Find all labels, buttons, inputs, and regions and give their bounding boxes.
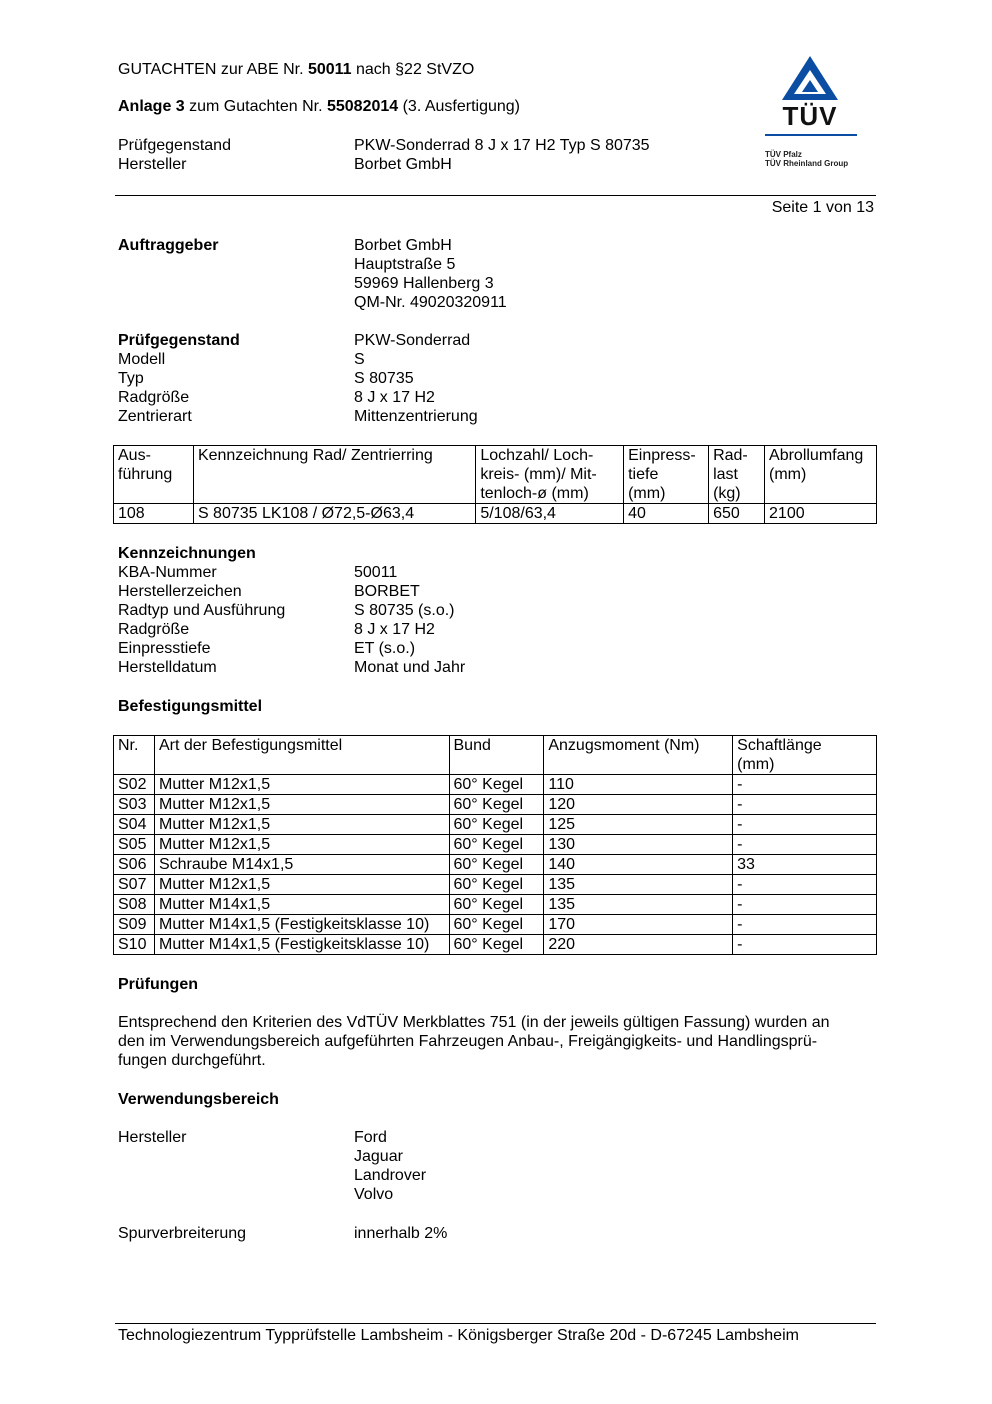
table-cell: S10 xyxy=(114,935,155,955)
table-cell: Mutter M12x1,5 xyxy=(154,875,449,895)
verwendungsbereich-title: Verwendungsbereich xyxy=(118,1091,279,1108)
befestigung-table-header xyxy=(114,736,877,775)
einpresstiefe-label: Einpresstiefe xyxy=(118,640,211,657)
table-cell: 650 xyxy=(709,504,765,524)
table-cell: S09 xyxy=(114,915,155,935)
table-cell: Mutter M12x1,5 xyxy=(154,835,449,855)
pruefungen-text xyxy=(118,1013,868,1070)
herstelldatum-label: Herstelldatum xyxy=(118,659,217,676)
paragraph-line: Entsprechend den Kriterien des VdTÜV Merkblattes 751 (in der jeweils gültigen Fassung) wurden an xyxy=(118,1014,830,1031)
radgroesse-label: Radgröße xyxy=(118,389,190,406)
table-cell: S07 xyxy=(114,875,155,895)
table-row xyxy=(114,815,877,835)
table-row xyxy=(114,935,877,955)
radtyp-value: S 80735 (s.o.) xyxy=(354,602,455,619)
header-line-1-prefix: GUTACHTEN zur ABE Nr. xyxy=(118,61,308,78)
hersteller-list xyxy=(354,1128,426,1204)
list-item: Landrover xyxy=(354,1167,427,1184)
befestigung-title: Befestigungsmittel xyxy=(118,698,263,715)
typ-value: S 80735 xyxy=(354,370,414,387)
table-cell: 5/108/63,4 xyxy=(476,504,624,524)
radgroesse-kz-label: Radgröße xyxy=(118,621,190,638)
auftraggeber-label: Auftraggeber xyxy=(118,237,219,254)
column-header: Bund xyxy=(449,736,544,775)
table-cell: Mutter M14x1,5 xyxy=(154,895,449,915)
column-header: Abrollumfang (mm) xyxy=(765,446,877,504)
table-cell: Mutter M12x1,5 xyxy=(154,775,449,795)
header-line-2 xyxy=(118,97,520,116)
tuev-logo xyxy=(760,54,860,174)
table-cell: 60° Kegel xyxy=(449,935,544,955)
table-cell: 60° Kegel xyxy=(449,815,544,835)
typ-row xyxy=(118,369,878,388)
pruefgegenstand-value: PKW-Sonderrad xyxy=(354,332,471,349)
tuev-triangle-icon xyxy=(760,54,860,106)
table-cell: S02 xyxy=(114,775,155,795)
table-cell: 120 xyxy=(544,795,733,815)
table-cell: 2100 xyxy=(765,504,877,524)
list-item: Volvo xyxy=(354,1186,394,1203)
header-hersteller-value: Borbet GmbH xyxy=(354,156,452,173)
list-item: Ford xyxy=(354,1129,387,1146)
table-cell: 110 xyxy=(544,775,733,795)
address-line: Borbet GmbH xyxy=(354,237,452,254)
modell-value: S xyxy=(354,351,365,368)
zentrierart-label: Zentrierart xyxy=(118,408,192,425)
logo-divider xyxy=(765,134,857,136)
table-cell: Mutter M14x1,5 (Festigkeitsklasse 10) xyxy=(154,935,449,955)
table-row xyxy=(114,504,877,524)
column-header: Art der Befestigungsmittel xyxy=(154,736,449,775)
column-header: Anzugsmoment (Nm) xyxy=(544,736,733,775)
table-cell: 60° Kegel xyxy=(449,775,544,795)
table-cell: - xyxy=(733,875,877,895)
abe-number: 50011 xyxy=(307,61,352,78)
radgroesse-value: 8 J x 17 H2 xyxy=(354,389,435,406)
table-cell: Mutter M12x1,5 xyxy=(154,815,449,835)
column-header: Lochzahl/ Loch- kreis- (mm)/ Mit- tenloch-ø (mm) xyxy=(476,446,624,504)
table-cell: S04 xyxy=(114,815,155,835)
footer-text: Technologiezentrum Typprüfstelle Lambsheim - Königsberger Straße 20d - D-67245 Lambsheim xyxy=(118,1327,799,1344)
table-cell: - xyxy=(733,835,877,855)
spurverbreiterung-label: Spurverbreiterung xyxy=(118,1225,247,1242)
column-header: Einpress- tiefe (mm) xyxy=(624,446,709,504)
address-line: Hauptstraße 5 xyxy=(354,256,456,273)
spurverbreiterung-value: innerhalb 2% xyxy=(354,1225,448,1242)
table-row xyxy=(114,895,877,915)
header-line-1 xyxy=(118,60,474,79)
table-cell: - xyxy=(733,795,877,815)
pruefgegenstand-label: Prüfgegenstand xyxy=(118,332,240,349)
header-divider xyxy=(115,195,876,196)
table-cell: - xyxy=(733,935,877,955)
einpresstiefe-row xyxy=(118,639,878,658)
header-pruefgegenstand-value: PKW-Sonderrad 8 J x 17 H2 Typ S 80735 xyxy=(354,137,650,154)
kennzeichnungen-title: Kennzeichnungen xyxy=(118,545,256,562)
column-header: Aus- führung xyxy=(114,446,194,504)
header-pruefgegenstand-label: Prüfgegenstand xyxy=(118,137,231,154)
table-cell: S08 xyxy=(114,895,155,915)
herstelldatum-row xyxy=(118,658,878,677)
radgroesse-kz-value: 8 J x 17 H2 xyxy=(354,621,435,638)
table-cell: Mutter M12x1,5 xyxy=(154,795,449,815)
table-cell: 135 xyxy=(544,895,733,915)
table-cell: 60° Kegel xyxy=(449,915,544,935)
table-cell: 220 xyxy=(544,935,733,955)
radgroesse-kz-row xyxy=(118,620,878,639)
header-hersteller-label: Hersteller xyxy=(118,156,187,173)
list-item: Jaguar xyxy=(354,1148,403,1165)
table-cell: - xyxy=(733,895,877,915)
page-info: Seite 1 von 13 xyxy=(771,199,874,216)
table-row xyxy=(114,775,877,795)
table-row xyxy=(114,915,877,935)
table-row xyxy=(114,795,877,815)
address-line: 59969 Hallenberg 3 xyxy=(354,275,494,292)
header-line-2-suffix: (3. Ausfertigung) xyxy=(398,98,520,115)
table-cell: - xyxy=(733,915,877,935)
verwendung-hersteller-label: Hersteller xyxy=(118,1129,187,1146)
table-cell: S06 xyxy=(114,855,155,875)
table-cell: 108 xyxy=(114,504,194,524)
paragraph-line: den im Verwendungsbereich aufgeführten Fahrzeugen Anbau-, Freigängigkeits- und Handlingsprü- xyxy=(118,1033,818,1050)
table-cell: S03 xyxy=(114,795,155,815)
table-row xyxy=(114,855,877,875)
column-header: Rad- last (kg) xyxy=(709,446,765,504)
tuev-wordmark: TÜV xyxy=(782,101,838,131)
herstelldatum-value: Monat und Jahr xyxy=(354,659,466,676)
column-header: Nr. xyxy=(114,736,155,775)
pruefgegenstand-row xyxy=(118,331,878,350)
table-cell: S 80735 LK108 / Ø72,5-Ø63,4 xyxy=(193,504,475,524)
wheel-table xyxy=(113,445,877,524)
table-cell: 40 xyxy=(624,504,709,524)
qm-number: QM-Nr. 49020320911 xyxy=(354,294,507,311)
table-cell: 33 xyxy=(733,855,877,875)
kba-row xyxy=(118,563,878,582)
table-row xyxy=(114,835,877,855)
befestigung-table xyxy=(113,735,877,955)
radtyp-row xyxy=(118,601,878,620)
table-cell: 130 xyxy=(544,835,733,855)
typ-label: Typ xyxy=(118,370,144,387)
table-cell: 140 xyxy=(544,855,733,875)
modell-label: Modell xyxy=(118,351,166,368)
table-cell: Mutter M14x1,5 (Festigkeitsklasse 10) xyxy=(154,915,449,935)
kba-label: KBA-Nummer xyxy=(118,564,217,581)
table-cell: 60° Kegel xyxy=(449,875,544,895)
zentrierart-value: Mittenzentrierung xyxy=(354,408,478,425)
header-line-2-middle: zum Gutachten Nr. xyxy=(184,98,327,115)
einpresstiefe-value: ET (s.o.) xyxy=(354,640,416,657)
table-cell: 60° Kegel xyxy=(449,795,544,815)
table-cell: 170 xyxy=(544,915,733,935)
kba-value: 50011 xyxy=(354,564,398,581)
radtyp-label: Radtyp und Ausführung xyxy=(118,602,286,619)
herstellerzeichen-value: BORBET xyxy=(354,583,420,600)
tuev-rheinland-text: TÜV Rheinland Group xyxy=(765,159,849,168)
table-cell: S05 xyxy=(114,835,155,855)
herstellerzeichen-label: Herstellerzeichen xyxy=(118,583,242,600)
table-cell: 60° Kegel xyxy=(449,855,544,875)
table-cell: - xyxy=(733,815,877,835)
radgroesse-row xyxy=(118,388,878,407)
table-row xyxy=(114,875,877,895)
column-header: Kennzeichnung Rad/ Zentrierring xyxy=(193,446,475,504)
table-cell: 135 xyxy=(544,875,733,895)
herstellerzeichen-row xyxy=(118,582,878,601)
table-cell: Schraube M14x1,5 xyxy=(154,855,449,875)
table-cell: 60° Kegel xyxy=(449,895,544,915)
gutachten-number: 55082014 xyxy=(326,98,399,115)
footer-divider xyxy=(115,1323,876,1324)
column-header: Schaftlänge (mm) xyxy=(733,736,877,775)
modell-row xyxy=(118,350,878,369)
anlage-label: Anlage 3 xyxy=(118,98,185,115)
wheel-table-header xyxy=(114,446,877,504)
auftraggeber-address xyxy=(354,236,507,312)
paragraph-line: fungen durchgeführt. xyxy=(118,1052,266,1069)
tuev-pfalz-text: TÜV Pfalz xyxy=(765,150,802,159)
zentrierart-row xyxy=(118,407,878,426)
table-cell: 60° Kegel xyxy=(449,835,544,855)
pruefungen-title: Prüfungen xyxy=(118,976,198,993)
table-cell: 125 xyxy=(544,815,733,835)
table-cell: - xyxy=(733,775,877,795)
header-line-1-suffix: nach §22 StVZO xyxy=(351,61,475,78)
